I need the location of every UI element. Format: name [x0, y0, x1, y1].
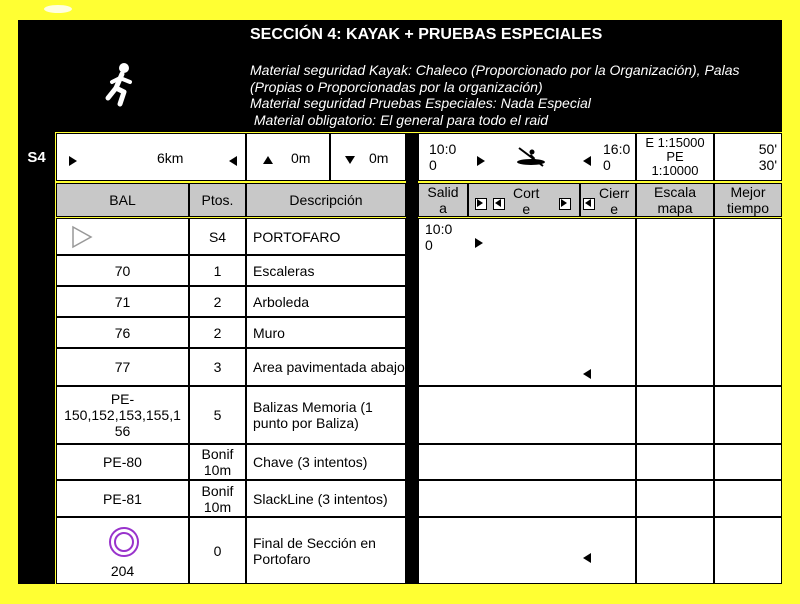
- best-time-value: 50' 30': [758, 141, 777, 173]
- cierre-label: Cierr e: [599, 185, 630, 217]
- row-desc: Escaleras: [246, 255, 406, 286]
- arrow-right-icon: [477, 156, 485, 166]
- runner-icon: [100, 60, 140, 110]
- scale-line-3: 1:10000: [651, 163, 699, 178]
- scale-line-2: PE: [666, 149, 684, 164]
- ascent-cell: [246, 133, 330, 181]
- row-mejor-block: [714, 444, 782, 480]
- table-divider: [406, 133, 418, 584]
- best-time-cell: [714, 133, 782, 181]
- arrow-right-icon: [69, 156, 77, 166]
- distance-value: 6km: [157, 150, 184, 166]
- row-bal: [56, 517, 189, 584]
- col-header-escala: Escala mapa: [636, 183, 714, 217]
- row-desc: SlackLine (3 intentos): [246, 480, 406, 517]
- row-mejor-block: [714, 218, 782, 386]
- row-timing-block: [418, 218, 636, 386]
- arrow-down-icon: [345, 156, 355, 164]
- row-desc: Chave (3 intentos): [246, 444, 406, 480]
- end-time: 16:0 0: [603, 141, 631, 173]
- section-title: SECCIÓN 4: KAYAK + PRUEBAS ESPECIALES: [250, 26, 603, 43]
- row-desc: Balizas Memoria (1 punto por Baliza): [246, 386, 406, 444]
- corte-right-marker-icon: [559, 198, 571, 210]
- arrow-right-icon: [475, 238, 483, 248]
- ascent-value: 0m: [291, 150, 311, 166]
- arrow-up-icon: [263, 156, 273, 164]
- row-bal: 77: [56, 348, 189, 386]
- col-header-salida: Salid a: [418, 183, 468, 217]
- row-timing-block: [418, 517, 636, 584]
- distance-cell: [56, 133, 246, 181]
- row-escala-block: [636, 517, 714, 584]
- summary-id: S4: [27, 148, 46, 166]
- section-notes: [250, 62, 780, 128]
- cierre-marker-icon: [583, 198, 595, 210]
- finish-bal-value: 204: [110, 563, 135, 579]
- row-bal: [56, 386, 189, 444]
- row-escala-block: [636, 386, 714, 444]
- row-desc: Final de Sección en Portofaro: [246, 517, 406, 584]
- row-desc: PORTOFARO: [246, 218, 406, 255]
- row-mejor-block: [714, 480, 782, 517]
- row-bal: [56, 218, 189, 255]
- col-header-cierre: [580, 183, 636, 217]
- row-escala-block: [636, 480, 714, 517]
- row-mejor-block: [714, 386, 782, 444]
- note-pruebas: Material seguridad Pruebas Especiales: Nada Especial: [250, 95, 591, 111]
- start-time: 10:0 0: [429, 141, 457, 173]
- row-ptos: S4: [189, 218, 246, 255]
- corte-label: Cort e: [513, 185, 540, 217]
- row-bal: 76: [56, 317, 189, 348]
- row-ptos: 3: [189, 348, 246, 386]
- times-cell: [418, 133, 636, 181]
- row-bal: PE-81: [56, 480, 189, 517]
- bal-line: PE-: [110, 391, 135, 407]
- row-escala-block: [636, 218, 714, 386]
- start-triangle-icon: [71, 225, 93, 252]
- arrow-left-icon: [583, 553, 591, 563]
- note-obligatorio: Material obligatorio: El general para todo el raid: [250, 111, 549, 128]
- row-desc: Arboleda: [246, 286, 406, 317]
- salida-time: 10:0 0: [425, 221, 453, 253]
- top-logo-icon: [40, 0, 76, 10]
- row-ptos: 2: [189, 286, 246, 317]
- row-ptos: 1: [189, 255, 246, 286]
- row-ptos: 5: [189, 386, 246, 444]
- bal-line: 150,152,153,155,1: [64, 407, 181, 423]
- arrow-left-icon: [583, 156, 591, 166]
- col-header-desc: Descripción: [246, 183, 406, 217]
- col-header-bal: BAL: [56, 183, 189, 217]
- row-ptos: 2: [189, 317, 246, 348]
- arrow-left-icon: [583, 369, 591, 379]
- row-ptos: Bonif 10m: [189, 444, 246, 480]
- col-header-mejor: Mejor tiempo: [714, 183, 782, 217]
- col-header-corte: [468, 183, 580, 217]
- row-desc: Area pavimentada abajo: [246, 348, 406, 386]
- corte-left-marker-icon: [475, 198, 487, 210]
- bal-line: 56: [114, 423, 131, 439]
- row-mejor-block: [714, 517, 782, 584]
- note-kayak: Material seguridad Kayak: Chaleco (Proporcionado por la Organización), Palas (Propias o Proporcionadas por la organización): [250, 62, 740, 95]
- descent-value: 0m: [369, 150, 389, 166]
- arrow-left-icon: [229, 156, 237, 166]
- row-bal: PE-80: [56, 444, 189, 480]
- corte-left-marker2-icon: [493, 198, 505, 210]
- row-escala-block: [636, 444, 714, 480]
- finish-circle-icon: [108, 526, 140, 561]
- scale-line-1: E 1:15000: [645, 135, 705, 150]
- row-desc: Muro: [246, 317, 406, 348]
- row-ptos: 0: [189, 517, 246, 584]
- descent-cell: [330, 133, 406, 181]
- col-header-ptos: Ptos.: [189, 183, 246, 217]
- row-timing-block: [418, 386, 636, 444]
- row-timing-block: [418, 480, 636, 517]
- kayak-icon: [515, 146, 547, 171]
- row-ptos: Bonif 10m: [189, 480, 246, 517]
- row-timing-block: [418, 444, 636, 480]
- scale-cell: [636, 133, 714, 181]
- row-bal: 70: [56, 255, 189, 286]
- row-bal: 71: [56, 286, 189, 317]
